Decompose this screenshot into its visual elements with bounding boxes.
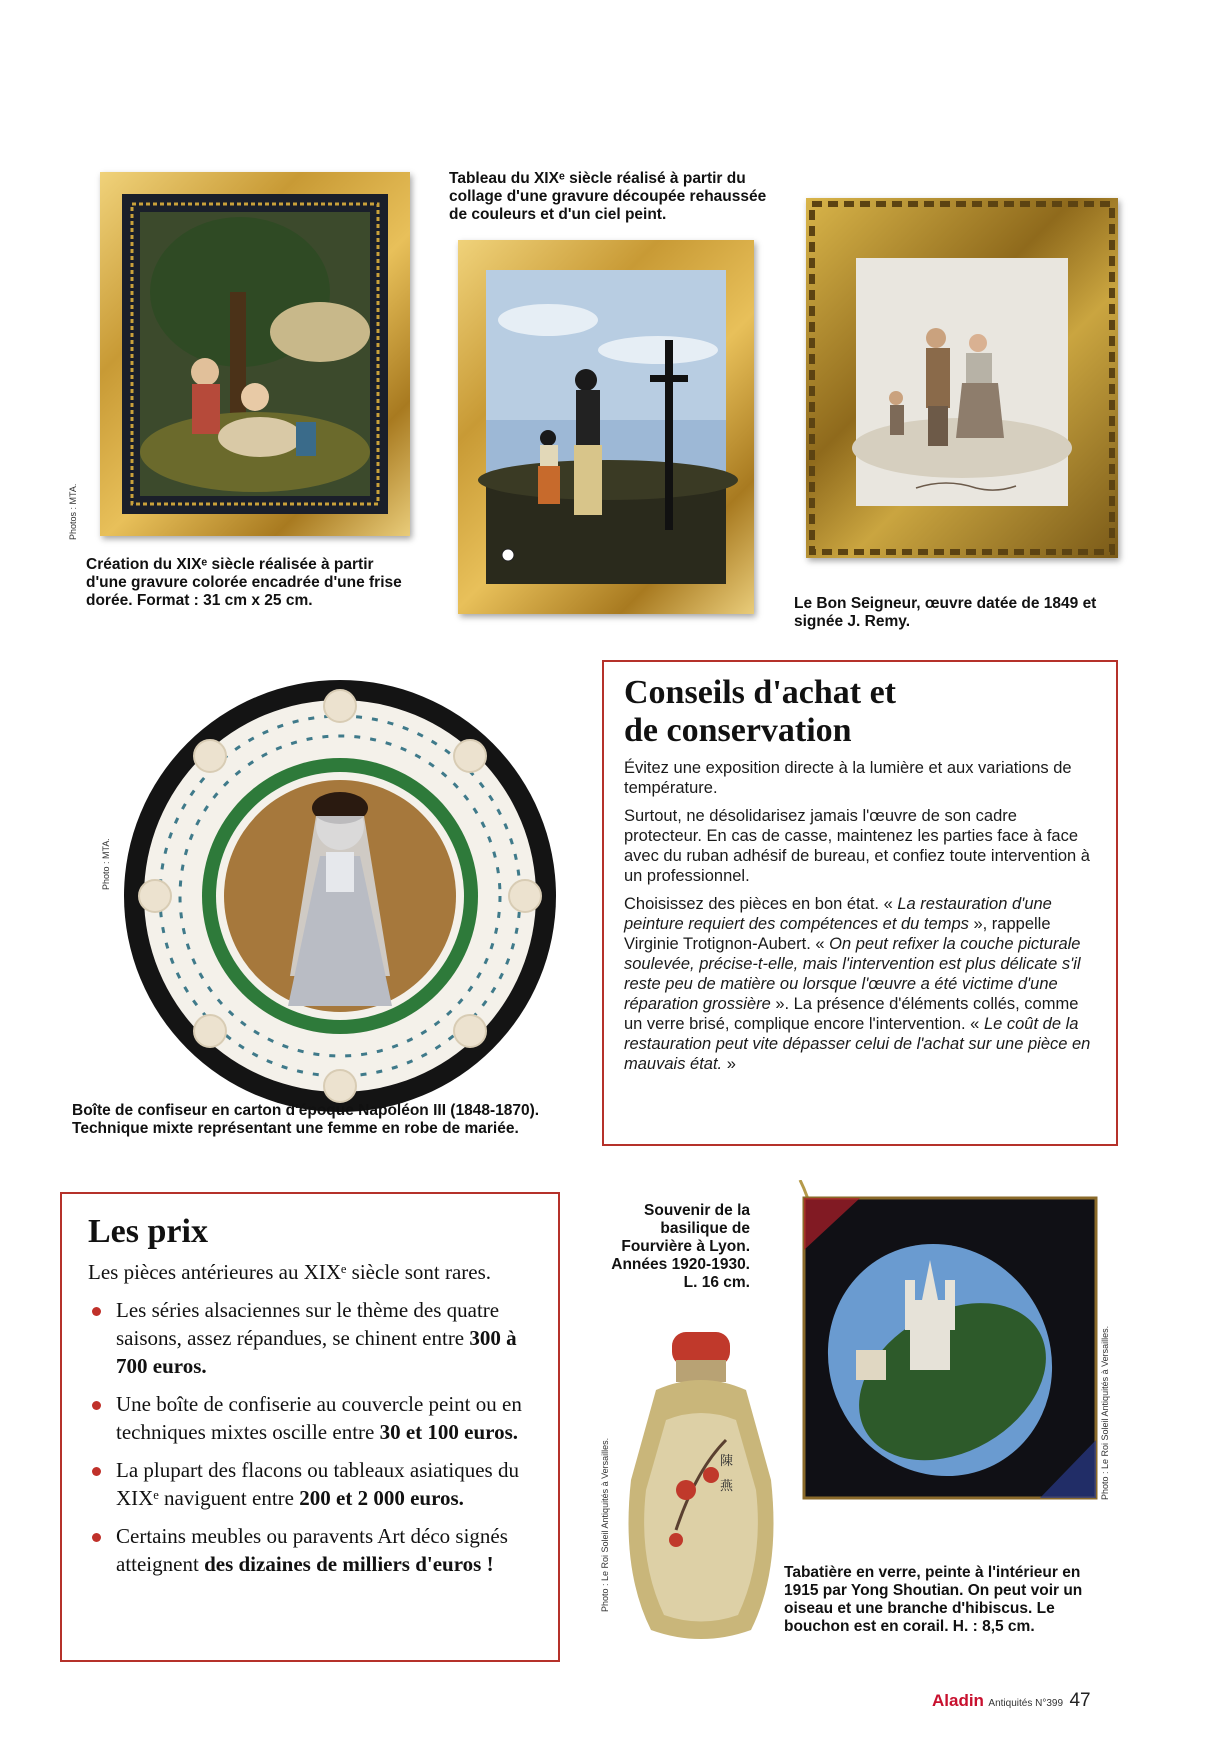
credit-roi-soleil-2: Photo : Le Roi Soleil Antiquités à Versailles. xyxy=(1100,1325,1110,1500)
boite-confiseur-image xyxy=(120,676,560,1116)
painting-image xyxy=(806,198,1118,558)
p3-text-g: » xyxy=(722,1055,736,1073)
credit-roi-soleil-1: Photo : Le Roi Soleil Antiquités à Versailles. xyxy=(600,1437,610,1612)
conseils-box xyxy=(602,660,1118,1146)
p3-text-e: ». La présence d'éléments collés, comme un verre brisé, complique encore l'intervention. « xyxy=(624,995,1079,1033)
prix-item-text: Les séries alsaciennes sur le thème des quatre saisons, assez répandues, se chinent entre xyxy=(116,1298,500,1350)
caption-souvenir-fourviere: Souvenir de la basilique de Fourvière à Lyon. Années 1920-1930. L. 16 cm. xyxy=(611,1202,750,1291)
prix-item-price: des dizaines de milliers d'euros ! xyxy=(204,1552,494,1576)
credit-photo-mta: Photo : MTA. xyxy=(101,838,111,890)
prix-box xyxy=(60,1192,560,1662)
p3-text-a: Choisissez des pièces en bon état. « xyxy=(624,895,898,913)
conseils-title-line1: Conseils d'achat et xyxy=(624,674,896,711)
credit-photos-mta: Photos : MTA. xyxy=(68,483,78,540)
bullet-icon xyxy=(92,1307,101,1316)
bullet-icon xyxy=(92,1533,101,1542)
painting-gravure-coloree xyxy=(100,172,410,536)
footer-brand: Aladin xyxy=(932,1691,984,1710)
painting-image xyxy=(100,172,410,536)
prix-item-text: Une boîte de confiserie au couvercle peint ou en techniques mixtes oscille entre xyxy=(116,1392,522,1444)
prix-item xyxy=(88,1390,536,1446)
prix-item-price: 30 et 100 euros. xyxy=(379,1420,519,1444)
p3-quote-1: La restauration d'une peinture requiert des compétences et du temps xyxy=(624,895,1052,933)
caption-tableau-xix: Tableau du XIXᵉ siècle réalisé à partir du collage d'une gravure découpée rehaussée de couleurs et d'un ciel peint. xyxy=(449,170,767,223)
prix-item xyxy=(88,1296,536,1380)
page-footer xyxy=(932,1690,1102,1712)
p3-quote-3: Le coût de la restauration peut vite dépasser celui de l'achat sur une pièce en mauvais état. xyxy=(624,1015,1091,1073)
svg-text:陳: 陳 xyxy=(720,1454,734,1469)
painting-bon-seigneur xyxy=(806,198,1118,558)
painting-collage-gravure xyxy=(458,240,754,614)
conseils-paragraph-2: Surtout, ne désolidarisez jamais l'œuvre de son cadre protecteur. En cas de casse, maintenez les parties face à face avec du ruban adhésif de bureau, et confiez toute intervention à un professionnel. xyxy=(624,807,1090,885)
conseils-title xyxy=(624,674,1098,750)
p3-text-c: », rappelle Virginie Trotignon-Aubert. « xyxy=(624,915,1051,953)
prix-item-text: Certains meubles ou paravents Art déco signés atteignent xyxy=(116,1524,508,1576)
footer-page-number: 47 xyxy=(1069,1690,1091,1711)
prix-title: Les prix xyxy=(88,1213,208,1250)
footer-magazine: Antiquités N°399 xyxy=(988,1698,1064,1709)
svg-text:燕: 燕 xyxy=(720,1479,734,1494)
painting-image xyxy=(458,240,754,614)
caption-tabatiere: Tabatière en verre, peinte à l'intérieur en 1915 par Yong Shoutian. On peut voir un oiseau et une branche d'hibiscus. Le bouchon est en corail. H. : 8,5 cm. xyxy=(784,1564,1083,1635)
caption-bon-seigneur: Le Bon Seigneur, œuvre datée de 1849 et signée J. Remy. xyxy=(794,595,1097,630)
conseils-title-line2: de conservation xyxy=(624,712,852,749)
prix-item-text: La plupart des flacons ou tableaux asiatiques du XIXᵉ naviguent entre xyxy=(116,1458,519,1510)
conseils-paragraph-3 xyxy=(624,894,1098,1074)
prix-intro: Les pièces antérieures au XIXᵉ siècle sont rares. xyxy=(88,1260,492,1284)
prix-list xyxy=(88,1296,536,1578)
bullet-icon xyxy=(92,1401,101,1410)
p3-quote-2: On peut refixer la couche picturale soulevée, précise-t-elle, mais l'intervention est plus délicate s'il reste peu de matière ou lorsque l'œuvre a été victime d'une réparation grossière xyxy=(624,935,1081,1013)
conseils-paragraph-1: Évitez une exposition directe à la lumière et aux variations de température. xyxy=(624,759,1072,797)
caption-creation-xix: Création du XIXᵉ siècle réalisée à partir d'une gravure colorée encadrée d'une frise dorée. Format : 31 cm x 25 cm. xyxy=(86,556,402,609)
bullet-icon xyxy=(92,1467,101,1476)
prix-item xyxy=(88,1456,536,1512)
souvenir-fourviere-image xyxy=(760,1180,1100,1506)
prix-item xyxy=(88,1522,536,1578)
prix-item-price: 200 et 2 000 euros. xyxy=(299,1486,464,1510)
prix-item-price: 300 à 700 euros. xyxy=(116,1326,517,1378)
caption-boite-confiseur: Boîte de confiseur en carton d'époque Napoléon III (1848-1870). Technique mixte représentant une femme en robe de mariée. xyxy=(72,1102,540,1137)
